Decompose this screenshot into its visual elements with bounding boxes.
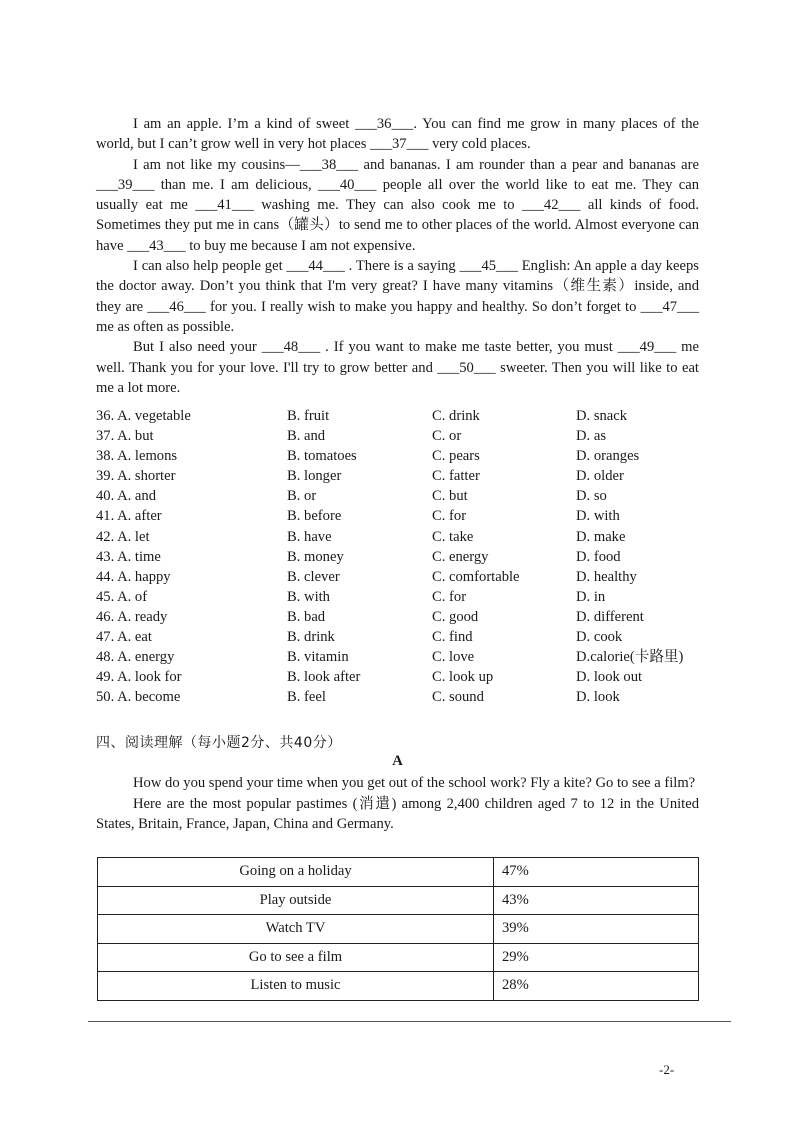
option-d: D. look out [576, 669, 643, 686]
option-a: 38. A. lemons [96, 448, 178, 465]
option-b: B. clever [287, 568, 340, 585]
option-a: 37. A. but [96, 428, 154, 445]
answer-options [96, 406, 716, 707]
option-d: D. snack [576, 408, 628, 424]
option-c: C. drink [432, 408, 480, 424]
option-b: B. with [287, 588, 330, 605]
option-a: 39. A. shorter [96, 468, 176, 485]
option-c: C. good [432, 608, 479, 625]
footer-divider [88, 1021, 731, 1022]
percent-cell: 29% [494, 943, 699, 972]
option-d: D. with [576, 508, 620, 525]
option-row [96, 446, 716, 466]
option-c: C. comfortable [432, 568, 520, 585]
option-d: D. in [576, 588, 606, 605]
passage-paragraph: I am not like my cousins—___38___ and bananas. I am rounder than a pear and bananas are ___39___ than me. I am delicious, ___40___ people all over the world like to eat me. They can usually eat me ___41___ washing me. They can also cook me to ___42___ all kinds of food. Sometimes they put me in cans（罐头）to send me to other places of the world. Almost everyone can have ___43___ to buy me because I am not expensive. [96, 156, 699, 254]
option-c: C. fatter [432, 468, 480, 485]
option-c: C. for [432, 588, 467, 605]
option-d: D. look [576, 689, 620, 706]
option-d: D. cook [576, 629, 623, 646]
option-b: B. vitamin [287, 649, 349, 666]
option-c: C. for [432, 508, 467, 525]
option-a: 36. A. vegetable [96, 408, 191, 424]
option-a: 50. A. become [96, 689, 181, 706]
table-row [98, 943, 699, 972]
option-b: B. or [287, 488, 317, 505]
option-row [96, 466, 716, 486]
option-b: B. longer [287, 468, 342, 485]
reading-title: A [392, 753, 403, 769]
passage-paragraph: I can also help people get ___44___ . There is a saying ___45___ English: An apple a day keeps the doctor away. Don’t you think that I'm very great? I have many vitamins（维生素）inside, and they are ___46___ for you. I really wish to make you happy and healthy. So don’t forget to ___47___ me as often as possible. [96, 258, 699, 335]
option-row [96, 607, 716, 627]
activity-cell: Watch TV [98, 915, 494, 944]
table-row [98, 858, 699, 887]
table-row [98, 886, 699, 915]
option-c: C. take [432, 528, 474, 545]
section-heading: 四、阅读理解（每小题2分、共40分） [96, 735, 342, 751]
option-row [96, 587, 716, 607]
table-row [98, 915, 699, 944]
pastimes-table [97, 857, 699, 1001]
option-b: B. feel [287, 689, 326, 706]
option-a: 48. A. energy [96, 649, 175, 666]
passage-paragraph: But I also need your ___48___ . If you want to make me taste better, you must ___49___ me well. Thank you for your love. I'll try to grow better and ___50___ sweeter. Then you will like to eat me a lot more. [96, 339, 699, 396]
option-row [96, 527, 716, 547]
option-b: B. and [287, 428, 326, 445]
percent-cell: 43% [494, 886, 699, 915]
option-a: 42. A. let [96, 528, 150, 545]
cloze-passage [96, 114, 699, 398]
reading-passage [96, 773, 699, 835]
option-a: 47. A. eat [96, 629, 152, 646]
option-a: 49. A. look for [96, 669, 182, 686]
option-c: C. find [432, 629, 473, 646]
passage-paragraph: I am an apple. I’m a kind of sweet ___36___. You can find me grow in many places of the world, but I can’t grow well in very hot places ___37___ very cold places. [96, 116, 699, 153]
option-a: 43. A. time [96, 548, 161, 565]
option-d: D. different [576, 608, 644, 625]
activity-cell: Go to see a film [98, 943, 494, 972]
percent-cell: 47% [494, 858, 699, 887]
option-row [96, 486, 716, 506]
reading-paragraph: Here are the most popular pastimes (消遣) among 2,400 children aged 7 to 12 in the United States, Britain, France, Japan, China and Germany. [96, 795, 699, 832]
percent-cell: 28% [494, 972, 699, 1001]
option-b: B. look after [287, 669, 361, 686]
option-b: B. before [287, 508, 342, 525]
option-row [96, 647, 716, 667]
option-row [96, 506, 716, 526]
option-b: B. have [287, 528, 332, 545]
option-d: D. older [576, 468, 624, 485]
option-row [96, 567, 716, 587]
option-d: D. as [576, 428, 606, 445]
option-c: C. or [432, 428, 462, 445]
option-row [96, 687, 716, 707]
activity-cell: Going on a holiday [98, 858, 494, 887]
option-d: D.calorie(卡路里) [576, 649, 684, 666]
option-row [96, 547, 716, 567]
option-d: D. make [576, 528, 626, 545]
table-row [98, 972, 699, 1001]
option-c: C. look up [432, 669, 494, 686]
option-d: D. oranges [576, 448, 640, 465]
option-c: C. love [432, 649, 475, 666]
option-a: 44. A. happy [96, 568, 171, 585]
option-row [96, 627, 716, 647]
reading-paragraph: How do you spend your time when you get out of the school work? Fly a kite? Go to see a film? [133, 775, 696, 791]
option-b: B. fruit [287, 408, 330, 424]
option-a: 45. A. of [96, 588, 148, 605]
option-c: C. pears [432, 448, 480, 465]
option-b: B. drink [287, 629, 335, 646]
activity-cell: Listen to music [98, 972, 494, 1001]
option-a: 40. A. and [96, 488, 156, 505]
percent-cell: 39% [494, 915, 699, 944]
option-c: C. sound [432, 689, 484, 706]
option-row [96, 406, 716, 426]
activity-cell: Play outside [98, 886, 494, 915]
option-b: B. money [287, 548, 344, 565]
option-row [96, 667, 716, 687]
option-c: C. energy [432, 548, 489, 565]
option-d: D. food [576, 548, 621, 565]
option-c: C. but [432, 488, 468, 505]
option-row [96, 426, 716, 446]
page-number: -2- [659, 1062, 675, 1077]
option-b: B. bad [287, 608, 326, 625]
option-d: D. so [576, 488, 607, 505]
option-a: 46. A. ready [96, 608, 168, 625]
option-a: 41. A. after [96, 508, 162, 525]
option-d: D. healthy [576, 568, 637, 585]
option-b: B. tomatoes [287, 448, 357, 465]
